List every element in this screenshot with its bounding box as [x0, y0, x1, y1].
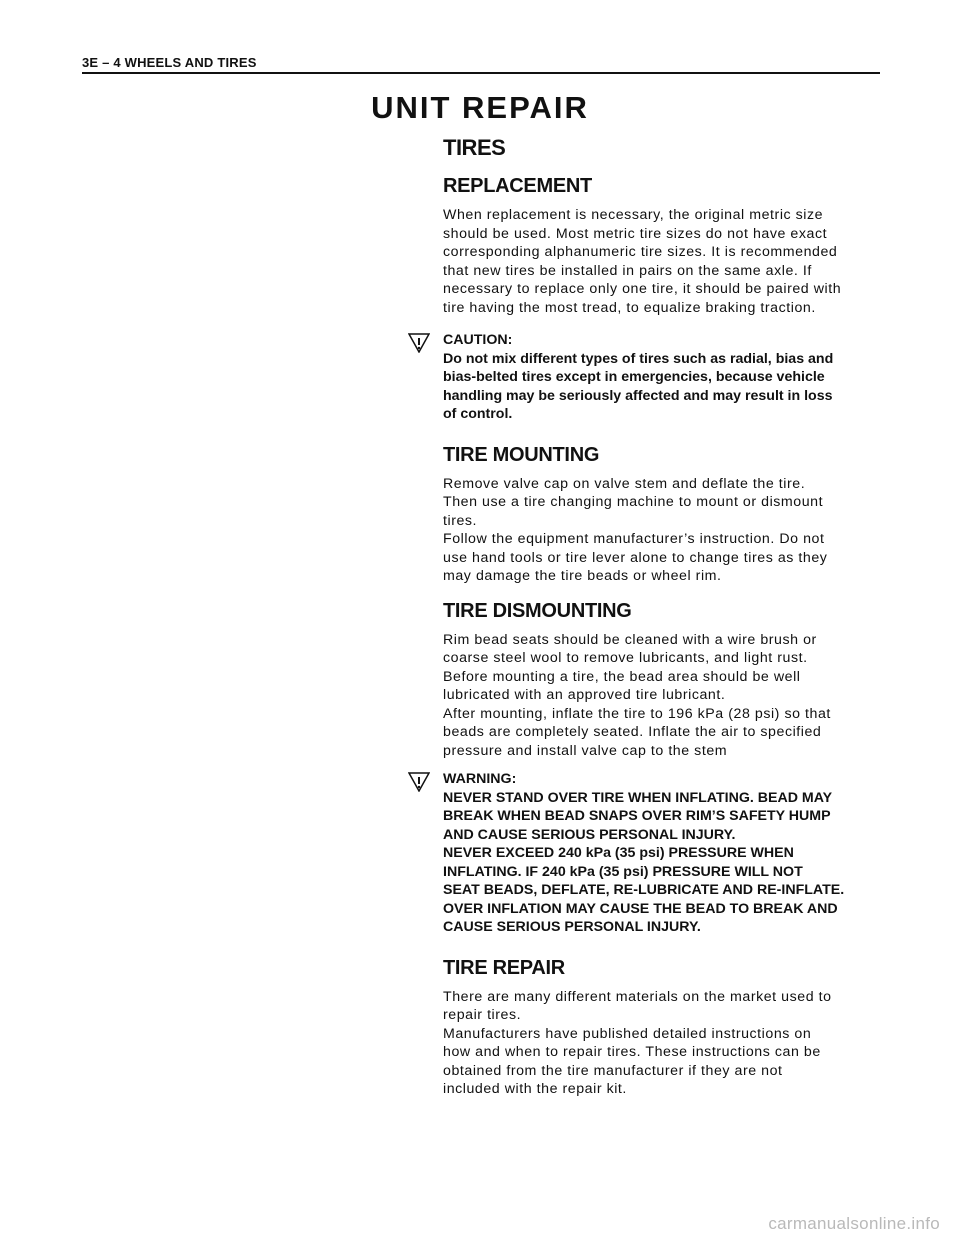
- warning-text: NEVER STAND OVER TIRE WHEN INFLATING. BEAD MAY BREAK WHEN BEAD SNAPS OVER RIM’S SAFETY HUMP AND CAUSE SERIOUS PERSONAL INJURY. NEVER EXCEED 240 kPa (35 psi) PRESSURE WHEN INFLATING. IF 240 kPa (35 psi) PRESSURE WILL NOT SEAT BEADS, DEFLATE, RE-LUBRICATE AND RE-INFLATE. OVER INFLATION MAY CAUSE THE BEAD TO BREAK AND CAUSE SERIOUS PERSONAL INJURY.: [443, 789, 845, 935]
- replacement-body: When replacement is necessary, the original metric size should be used. Most metric tire sizes do not have exact corresponding alphanumeric tire sizes. It is recommended that new tires be installed in pairs on the same axle. If necessary to replace only one tire, it should be paired with tire having the most tread, to equalize braking traction.: [443, 207, 842, 316]
- caution-text: Do not mix different types of tires such as radial, bias and bias-belted tires except in emergencies, because vehicle handling may be seriously affected and may result in loss of control.: [443, 350, 834, 422]
- dismounting-heading: TIRE DISMOUNTING: [443, 599, 632, 622]
- warning-triangle-icon: [408, 333, 430, 353]
- warning-note: [443, 770, 883, 937]
- replacement-section: [443, 175, 883, 317]
- caution-note: [443, 331, 883, 424]
- mounting-body: Remove valve cap on valve stem and deflate the tire. Then use a tire changing machine to mount or dismount tires. Follow the equipment manufacturer’s instruction. Do not use hand tools or tire lever alone to change tires as they may damage the tire beads or wheel rim.: [443, 475, 828, 584]
- repair-heading: TIRE REPAIR: [443, 956, 565, 979]
- mounting-section: [443, 444, 883, 586]
- dismounting-section: [443, 600, 883, 761]
- mounting-heading: TIRE MOUNTING: [443, 443, 600, 466]
- dismounting-body: Rim bead seats should be cleaned with a wire brush or coarse steel wool to remove lubricants, and light rust. Before mounting a tire, the bead area should be well lubricated with an approved tire lubricant. After mounting, inflate the tire to 196 kPa (28 psi) so that beads are completely seated. Inflate the air to specified pressure and install valve cap to the stem: [443, 631, 831, 759]
- content-column: [443, 135, 883, 1113]
- watermark-text: carmanualsonline.info: [768, 1214, 940, 1233]
- main-title: UNIT REPAIR: [371, 90, 589, 125]
- repair-body: There are many different materials on the market used to repair tires. Manufacturers have published detailed instructions on how and when to repair tires. These instructions can be obtained from the tire manufacturer if they are not included with the repair kit.: [443, 988, 832, 1097]
- caution-label: CAUTION:: [443, 332, 513, 348]
- warning-label: WARNING:: [443, 771, 517, 787]
- replacement-heading: REPLACEMENT: [443, 175, 592, 197]
- repair-section: [443, 957, 883, 1099]
- page-header: 3E – 4 WHEELS AND TIRES: [82, 55, 880, 74]
- warning-triangle-icon: [408, 772, 430, 792]
- section-title: TIRES: [443, 135, 506, 160]
